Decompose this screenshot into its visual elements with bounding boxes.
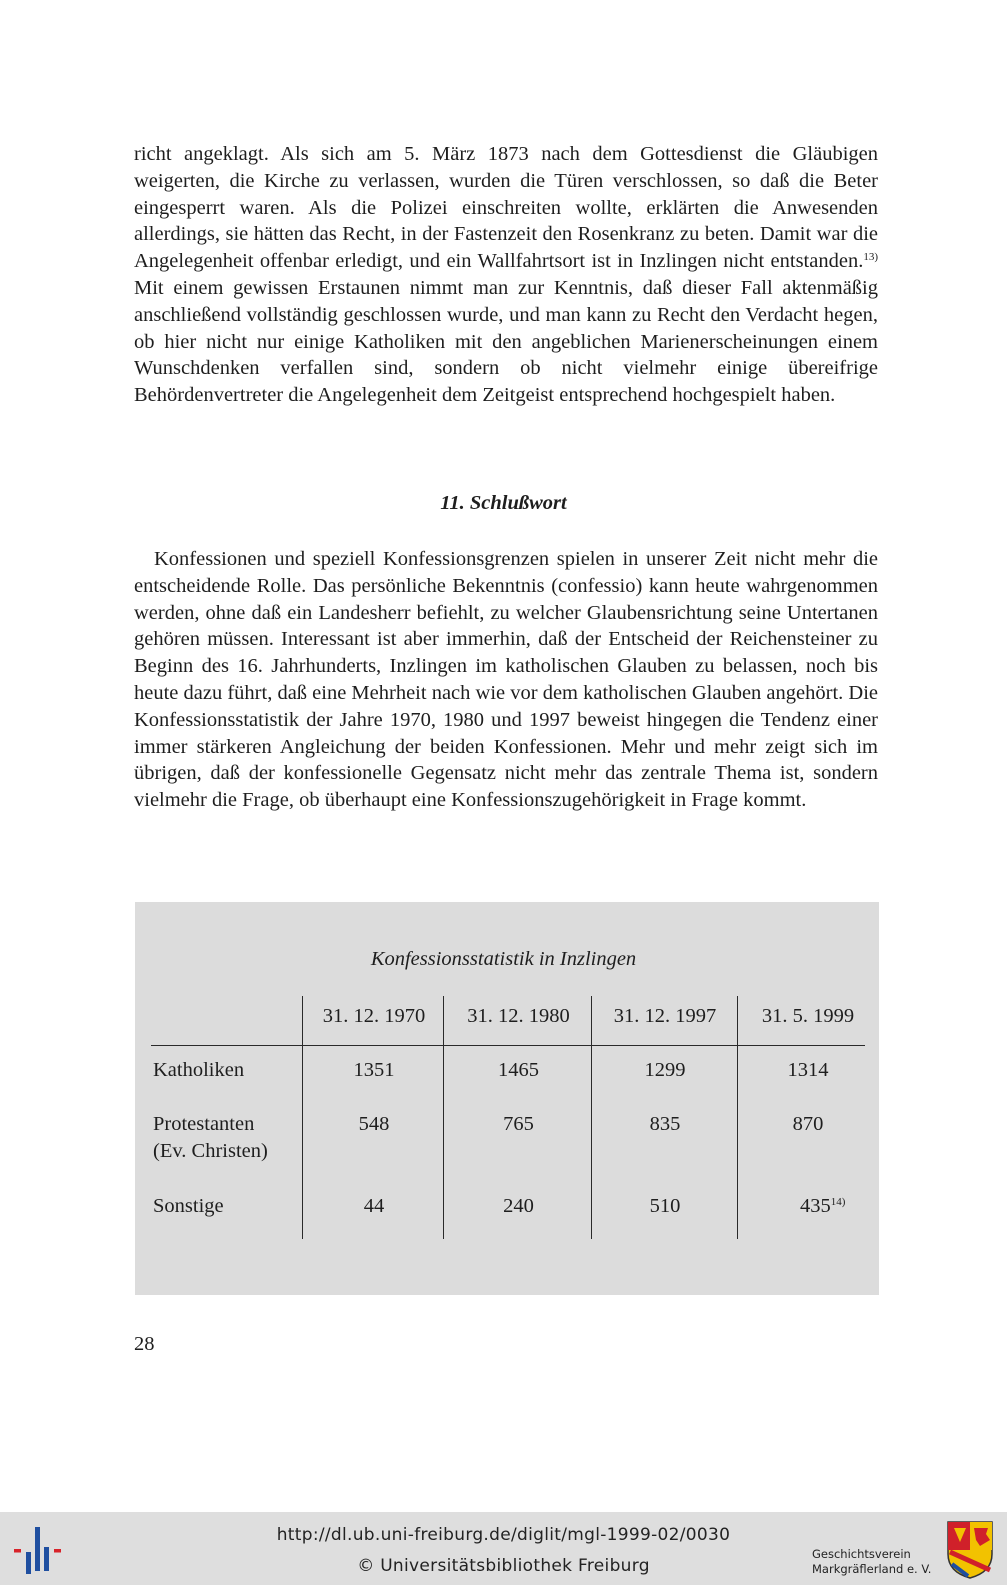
footer-copyright: © Universitätsbibliothek Freiburg (357, 1556, 650, 1576)
table-cell: 835 (649, 1113, 681, 1135)
page-number: 28 (134, 1333, 155, 1355)
table-cell-value: 435 (800, 1195, 831, 1217)
paragraph-2: Konfessionen und speziell Konfessionsgrenzen spielen in unserer Zeit nicht mehr die entscheidende Rolle. Das persönliche Bekenntnis (confessio) kann heute wahrgenommen werden, ohne daß ein Landesherr befiehlt, zu welcher Glaubensrichtung seine Untertanen gehören müssen. Interessant ist aber immerhin, daß der Entscheid der Reichensteiner zu Beginn des 16. Jahrhunderts, Inzlingen im katholischen Glauben zu belassen, noch bis heute dazu führt, daß eine Mehrheit nach wie vor dem katholischen Glauben angehört. Die Konfessionsstatistik der Jahre 1970, 1980 und 1997 beweist hingegen die Tendenz einer immer stärkeren Angleichung der beiden Konfessionen. Mehr und mehr zeigt sich im übrigen, daß der konfessionelle Gegensatz nicht mehr das zentrale Thema ist, sondern vielmehr die Frage, ob überhaupt eine Konfessionszugehörigkeit in Frage kommt. (134, 548, 878, 812)
table-row-label: Katholiken (153, 1059, 245, 1081)
society-name (812, 1547, 942, 1577)
table-cell: 44 (363, 1195, 385, 1217)
footnote-ref-14[interactable]: 14) (830, 1196, 846, 1208)
table-cell: 1351 (353, 1059, 395, 1081)
paragraph-1 (134, 141, 878, 409)
section-heading: 11. Schlußwort (440, 492, 567, 514)
society-name-line2: Markgräflerland e. V. (812, 1562, 932, 1576)
table-cell: 1299 (644, 1059, 686, 1081)
table-row-label: Sonstige (153, 1195, 224, 1217)
table-row-label-line2: (Ev. Christen) (153, 1140, 268, 1162)
table-header-cell: 31. 12. 1980 (467, 1005, 570, 1027)
table-cell: 510 (649, 1195, 681, 1217)
table-cell: 1314 (787, 1059, 829, 1081)
footer-url-link[interactable]: http://dl.ub.uni-freiburg.de/diglit/mgl-1999-02/0030 (276, 1525, 731, 1545)
table-header-cell: 31. 12. 1970 (322, 1005, 426, 1027)
paragraph-1-text-continued: Mit einem gewissen Erstaunen nimmt man zur Kenntnis, daß dieser Fall aktenmäßig anschließend vollständig geschlossen wurde, und man kann zu Recht den Verdacht hegen, ob hier nicht nur einige Katholiken mit den angeblichen Marienerscheinungen einem Wunschdenken verfallen sind, sondern ob nicht vielmehr einige übereifrige Behördenvertreter die Angelegenheit dem Zeitgeist entsprechend hochgespielt haben. (134, 276, 878, 407)
statistics-table-title: Konfessionsstatistik in Inzlingen (370, 948, 637, 970)
table-header-cell: 31. 12. 1997 (613, 1005, 717, 1027)
table-header-cell: 31. 5. 1999 (761, 1005, 855, 1027)
coat-of-arms-icon[interactable] (946, 1520, 994, 1580)
table-cell: 870 (792, 1113, 824, 1135)
table-cell: 765 (503, 1113, 534, 1135)
society-name-line1: Geschichtsverein (812, 1547, 911, 1561)
paragraph-1-text: richt angeklagt. Als sich am 5. März 1873 nach dem Gottesdienst die Gläubigen weigerten, die Kirche zu verlassen, wurden die Türen verschlossen, so daß die Beter eingesperrt waren. Als die Polizei einschreiten wollte, erklärten die Anwesenden allerdings, sie hätten das Recht, in der Fastenzeit den Rosenkranz zu beten. Damit war die Angelegenheit offenbar erledigt, und ein Wallfahrtsort ist in Inzlingen nicht entstanden. (134, 143, 878, 273)
table-cell: 548 (358, 1113, 390, 1135)
footnote-ref-13[interactable]: 13) (863, 251, 878, 264)
table-cell: 1465 (498, 1059, 539, 1081)
table-row-label: Protestanten (153, 1113, 255, 1135)
table-cell: 240 (503, 1195, 534, 1217)
